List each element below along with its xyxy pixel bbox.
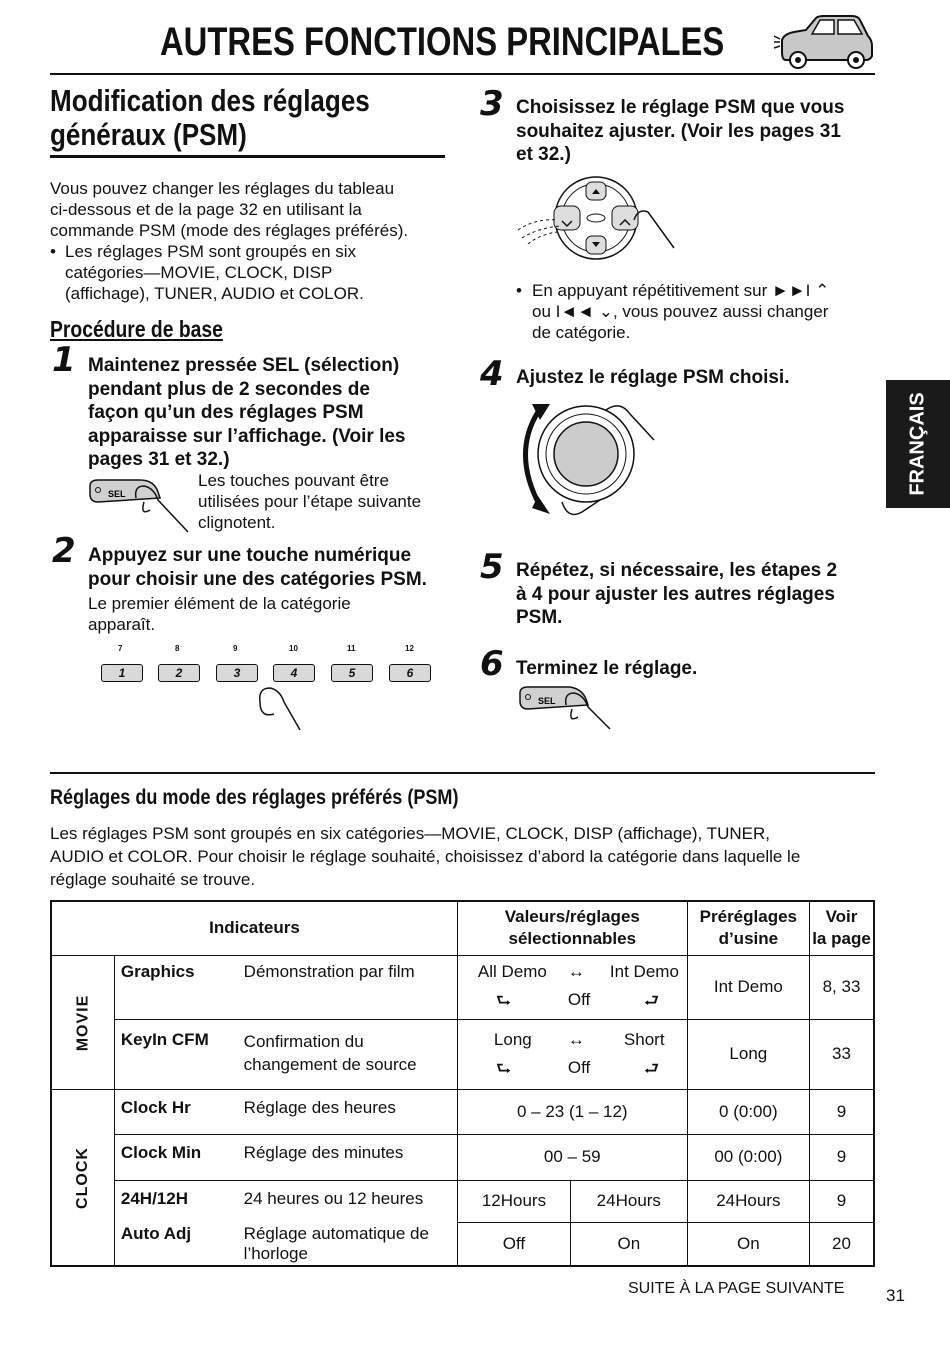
step-line: souhaitez ajuster. (Voir les pages 31 bbox=[516, 120, 841, 142]
step-3-text bbox=[516, 96, 886, 167]
step-number: 6 bbox=[480, 644, 504, 684]
psm-settings-table bbox=[50, 900, 875, 1267]
setting-name: Auto Adj bbox=[114, 1222, 237, 1266]
factory-value: 24Hours bbox=[687, 1180, 809, 1222]
factory-value: 00 (0:00) bbox=[687, 1134, 809, 1180]
category-movie bbox=[51, 955, 114, 1089]
page-ref: 20 bbox=[810, 1222, 874, 1266]
category-clock bbox=[51, 1089, 114, 1266]
step-number: 4 bbox=[480, 354, 504, 394]
number-key-4: 4 bbox=[273, 664, 315, 682]
finger-icon bbox=[250, 684, 310, 734]
sel-label: SEL bbox=[108, 489, 126, 499]
description-line: Confirmation du bbox=[243, 1031, 364, 1051]
car-icon bbox=[772, 12, 876, 74]
number-key-1: 1 bbox=[101, 664, 143, 682]
sel-button-illustration bbox=[88, 476, 198, 540]
key-alt-number: 7 bbox=[118, 644, 123, 653]
setting-value-range: 0 – 23 (1 – 12) bbox=[457, 1089, 687, 1134]
header-factory bbox=[687, 901, 809, 955]
value-option: Off bbox=[567, 989, 591, 1009]
return-arrow-icon: ⮑ bbox=[495, 990, 512, 1010]
bullet-line: En appuyant répétitivement sur ►►I ⌃ bbox=[532, 281, 830, 300]
subheading-basic-procedure: Procédure de base bbox=[50, 316, 223, 342]
language-tab-label: FRANÇAIS bbox=[906, 392, 929, 496]
sel-button-illustration bbox=[518, 685, 618, 735]
setting-description: 24 heures ou 12 heures bbox=[238, 1180, 458, 1222]
description-line: l’horloge bbox=[243, 1244, 308, 1263]
header-factory-line: d’usine bbox=[718, 929, 779, 949]
table-header-row bbox=[51, 901, 874, 955]
table-intro bbox=[50, 822, 880, 891]
header-rule bbox=[50, 73, 875, 75]
setting-name: Clock Hr bbox=[114, 1089, 237, 1134]
header-page-line: Voir bbox=[825, 907, 858, 927]
sel-label: SEL bbox=[538, 696, 556, 706]
return-arrow-icon: ⮑ bbox=[495, 1058, 512, 1078]
step-line: et 32.) bbox=[516, 144, 571, 165]
setting-name: KeyIn CFM bbox=[114, 1019, 237, 1089]
factory-value: On bbox=[687, 1222, 809, 1266]
setting-values bbox=[457, 1019, 687, 1089]
value-option: Short bbox=[623, 1029, 665, 1049]
note-line: Le premier élément de la catégorie bbox=[88, 594, 351, 613]
section-rule bbox=[50, 155, 445, 158]
intro-paragraph bbox=[50, 178, 450, 304]
setting-description: Réglage des minutes bbox=[238, 1134, 458, 1180]
factory-value: Long bbox=[687, 1019, 809, 1089]
page-ref: 9 bbox=[810, 1180, 874, 1222]
step-6-text: Terminez le réglage. bbox=[516, 658, 698, 679]
setting-values bbox=[457, 955, 687, 1019]
key-alt-number: 8 bbox=[175, 644, 180, 653]
setting-name: Graphics bbox=[114, 955, 237, 1019]
step-2-text bbox=[88, 544, 458, 591]
intro-line: commande PSM (mode des réglages préférés). bbox=[50, 221, 409, 240]
page-title: AUTRES FONCTIONS PRINCIPALES bbox=[160, 20, 725, 64]
language-tab bbox=[886, 380, 950, 508]
factory-value: Int Demo bbox=[687, 955, 809, 1019]
key-alt-number: 9 bbox=[233, 644, 238, 653]
step-3-bullet: • En appuyant répétitivement sur ►►I ⌃ ou I◄◄ ⌄, vous pouvez aussi changer de catégorie. bbox=[516, 281, 830, 342]
table-row bbox=[51, 1089, 874, 1134]
section-title bbox=[50, 84, 370, 152]
description-line: Réglage automatique de bbox=[243, 1224, 429, 1243]
value-option: On bbox=[570, 1222, 687, 1266]
intro-line: AUDIO et COLOR. Pour choisir le réglage souhaité, choisissez d’abord la catégorie dans laquelle le bbox=[50, 847, 801, 866]
step-number: 1 bbox=[52, 340, 76, 380]
control-dial-illustration bbox=[510, 396, 660, 526]
return-arrow-icon: ⮐ bbox=[643, 990, 660, 1010]
key-alt-number: 11 bbox=[347, 644, 356, 653]
value-option: Off bbox=[457, 1222, 570, 1266]
step-line: pour choisir une des catégories PSM. bbox=[88, 568, 427, 590]
header-page bbox=[810, 901, 874, 955]
table-row bbox=[51, 1134, 874, 1180]
section-title-line-1: Modification des réglages bbox=[50, 83, 370, 118]
step-line: PSM. bbox=[516, 607, 563, 628]
swap-arrow-icon: ↔ bbox=[567, 961, 585, 981]
step-number: 3 bbox=[480, 84, 504, 124]
step-line: à 4 pour ajuster les autres réglages bbox=[516, 583, 835, 605]
bullet-item: • Les réglages PSM sont groupés en six catégories—MOVIE, CLOCK, DISP (affichage), TUNER, AUDIO et COLOR. bbox=[50, 242, 364, 303]
intro-line: réglage souhaité se trouve. bbox=[50, 870, 256, 889]
dpad-illustration bbox=[508, 172, 678, 268]
step-number: 2 bbox=[52, 531, 76, 571]
value-option: All Demo bbox=[477, 961, 547, 981]
note-line: utilisées pour l’étape suivante bbox=[198, 492, 422, 511]
header-page-line: la page bbox=[812, 929, 871, 949]
bullet-line: Les réglages PSM sont groupés en six bbox=[65, 242, 357, 261]
step-1-text bbox=[88, 354, 458, 472]
header-indicators: Indicateurs bbox=[51, 901, 457, 955]
step-line: apparaisse sur l’affichage. (Voir les bbox=[88, 425, 406, 447]
setting-description bbox=[238, 1019, 458, 1089]
page-ref: 9 bbox=[810, 1089, 874, 1134]
section-title-line-2: généraux (PSM) bbox=[50, 117, 247, 152]
setting-description bbox=[238, 1222, 458, 1266]
header-values-line: sélectionnables bbox=[508, 929, 637, 949]
note-line: Les touches pouvant être bbox=[198, 471, 389, 490]
page-ref: 9 bbox=[810, 1134, 874, 1180]
step-line: Choisissez le réglage PSM que vous bbox=[516, 97, 845, 118]
step-line: Maintenez pressée SEL (sélection) bbox=[88, 355, 400, 376]
note-line: clignotent. bbox=[198, 513, 276, 532]
setting-value-range: 00 – 59 bbox=[457, 1134, 687, 1180]
setting-description: Démonstration par film bbox=[238, 955, 458, 1019]
intro-line: Les réglages PSM sont groupés en six catégories—MOVIE, CLOCK, DISP (affichage), TUNER, bbox=[50, 824, 770, 843]
number-key-2: 2 bbox=[158, 664, 200, 682]
note-line: apparaît. bbox=[88, 615, 156, 634]
continued-label: SUITE À LA PAGE SUIVANTE bbox=[628, 1280, 845, 1297]
setting-description: Réglage des heures bbox=[238, 1089, 458, 1134]
table-row bbox=[51, 1019, 874, 1089]
value-option: 12Hours bbox=[457, 1180, 570, 1222]
step-line: pendant plus de 2 secondes de bbox=[88, 378, 370, 400]
step-line: Appuyez sur une touche numérique bbox=[88, 545, 412, 566]
header-values bbox=[457, 901, 687, 955]
category-label: CLOCK bbox=[73, 1147, 91, 1210]
page-ref: 8, 33 bbox=[810, 955, 874, 1019]
step-5-text bbox=[516, 559, 886, 630]
bullet-line: catégories—MOVIE, CLOCK, DISP bbox=[65, 263, 333, 282]
bullet-line: (affichage), TUNER, AUDIO et COLOR. bbox=[65, 284, 364, 303]
bullet-line: de catégorie. bbox=[532, 323, 631, 342]
step-4-text: Ajustez le réglage PSM choisi. bbox=[516, 367, 790, 388]
intro-line: ci-dessous et de la page 32 en utilisant la bbox=[50, 200, 362, 219]
number-key-5: 5 bbox=[331, 664, 373, 682]
return-arrow-icon: ⮐ bbox=[643, 1058, 660, 1078]
swap-arrow-icon: ↔ bbox=[567, 1029, 585, 1049]
number-key-6: 6 bbox=[389, 664, 431, 682]
setting-name: 24H/12H bbox=[114, 1180, 237, 1222]
value-option: Int Demo bbox=[609, 961, 679, 981]
page-number: 31 bbox=[886, 1286, 905, 1305]
description-line: changement de source bbox=[243, 1054, 417, 1074]
step-line: Répétez, si nécessaire, les étapes 2 bbox=[516, 560, 838, 581]
bullet-line: ou I◄◄ ⌄, vous pouvez aussi changer bbox=[532, 302, 829, 321]
key-alt-number: 10 bbox=[289, 644, 298, 653]
table-row bbox=[51, 955, 874, 1019]
step-2-note bbox=[88, 593, 448, 635]
table-row bbox=[51, 1180, 874, 1222]
value-option: 24Hours bbox=[570, 1180, 687, 1222]
value-option: Long bbox=[493, 1029, 532, 1049]
category-label: MOVIE bbox=[73, 994, 91, 1052]
table-section-title: Réglages du mode des réglages préférés (PSM) bbox=[50, 786, 459, 809]
section-divider bbox=[50, 772, 875, 774]
header-values-line: Valeurs/réglages bbox=[504, 907, 640, 927]
step-line: pages 31 et 32.) bbox=[88, 449, 230, 470]
step-1-note bbox=[198, 470, 448, 533]
step-number: 5 bbox=[480, 547, 504, 587]
key-alt-number: 12 bbox=[405, 644, 414, 653]
number-key-3: 3 bbox=[216, 664, 258, 682]
value-option: Off bbox=[567, 1057, 591, 1077]
intro-line: Vous pouvez changer les réglages du tableau bbox=[50, 179, 395, 198]
step-line: façon qu’un des réglages PSM bbox=[88, 402, 364, 423]
page-ref: 33 bbox=[810, 1019, 874, 1089]
setting-name: Clock Min bbox=[114, 1134, 237, 1180]
factory-value: 0 (0:00) bbox=[687, 1089, 809, 1134]
table-row bbox=[51, 1222, 874, 1266]
header-factory-line: Préréglages bbox=[699, 907, 797, 927]
